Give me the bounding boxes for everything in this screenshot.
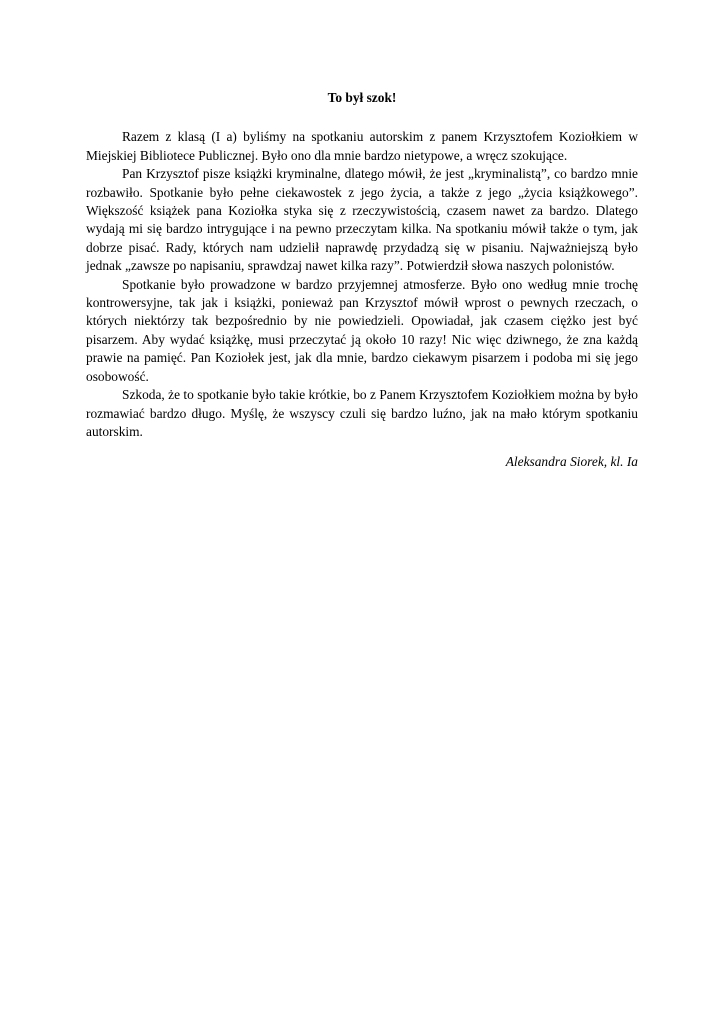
paragraph-2: Pan Krzysztof pisze książki kryminalne, dlatego mówił, że jest „kryminalistą”, co bardzo mnie rozbawiło. Spotkanie było pełne ciekawostek z jego życia, a także z jego „życia książkowego”. Większość książek pana Koziołka styka się z rzeczywistością, czasem nawet za bardzo. Dlatego wydają mi się bardzo intrygujące i na pewno przeczytam kilka. Na spotkaniu mówił także o tym, jak dobrze pisać. Rady, których nam udzielił naprawdę przydadzą się w pisaniu. Najważniejszą było jednak „zawsze po napisaniu, sprawdzaj nawet kilka razy”. Potwierdził słowa naszych polonistów. [86, 166, 638, 274]
paragraph-3: Spotkanie było prowadzone w bardzo przyjemnej atmosferze. Było ono według mnie trochę kontrowersyjne, tak jak i książki, ponieważ pan Krzysztof mówił wprost o pewnych rzeczach, o których niektórzy tak bezpośrednio by nie powiedzieli. Opowiadał, jak czasem ciężko jest być pisarzem. Aby wydać książkę, musi przeczytać ją około 10 razy! Nic więc dziwnego, że zna każdą prawie na pamięć. Pan Koziołek jest, jak dla mnie, bardzo ciekawym pisarzem i podoba mi się jego osobowość. [86, 276, 638, 384]
author-signature: Aleksandra Siorek, kl. Ia [505, 454, 638, 470]
paragraph-1: Razem z klasą (I a) byliśmy na spotkaniu autorskim z panem Krzysztofem Koziołkiem w Miejskiej Bibliotece Publicznej. Było ono dla mnie bardzo nietypowe, a wręcz szokujące. [86, 129, 638, 163]
document-title: To był szok! [327, 90, 397, 105]
paragraph-4: Szkoda, że to spotkanie było takie krótkie, bo z Panem Krzysztofem Koziołkiem można by było rozmawiać bardzo długo. Myślę, że wszyscy czuli się bardzo luźno, jak na mało którym spotkaniu autorskim. [86, 387, 638, 439]
document-body [86, 128, 638, 441]
document-page [86, 0, 638, 472]
